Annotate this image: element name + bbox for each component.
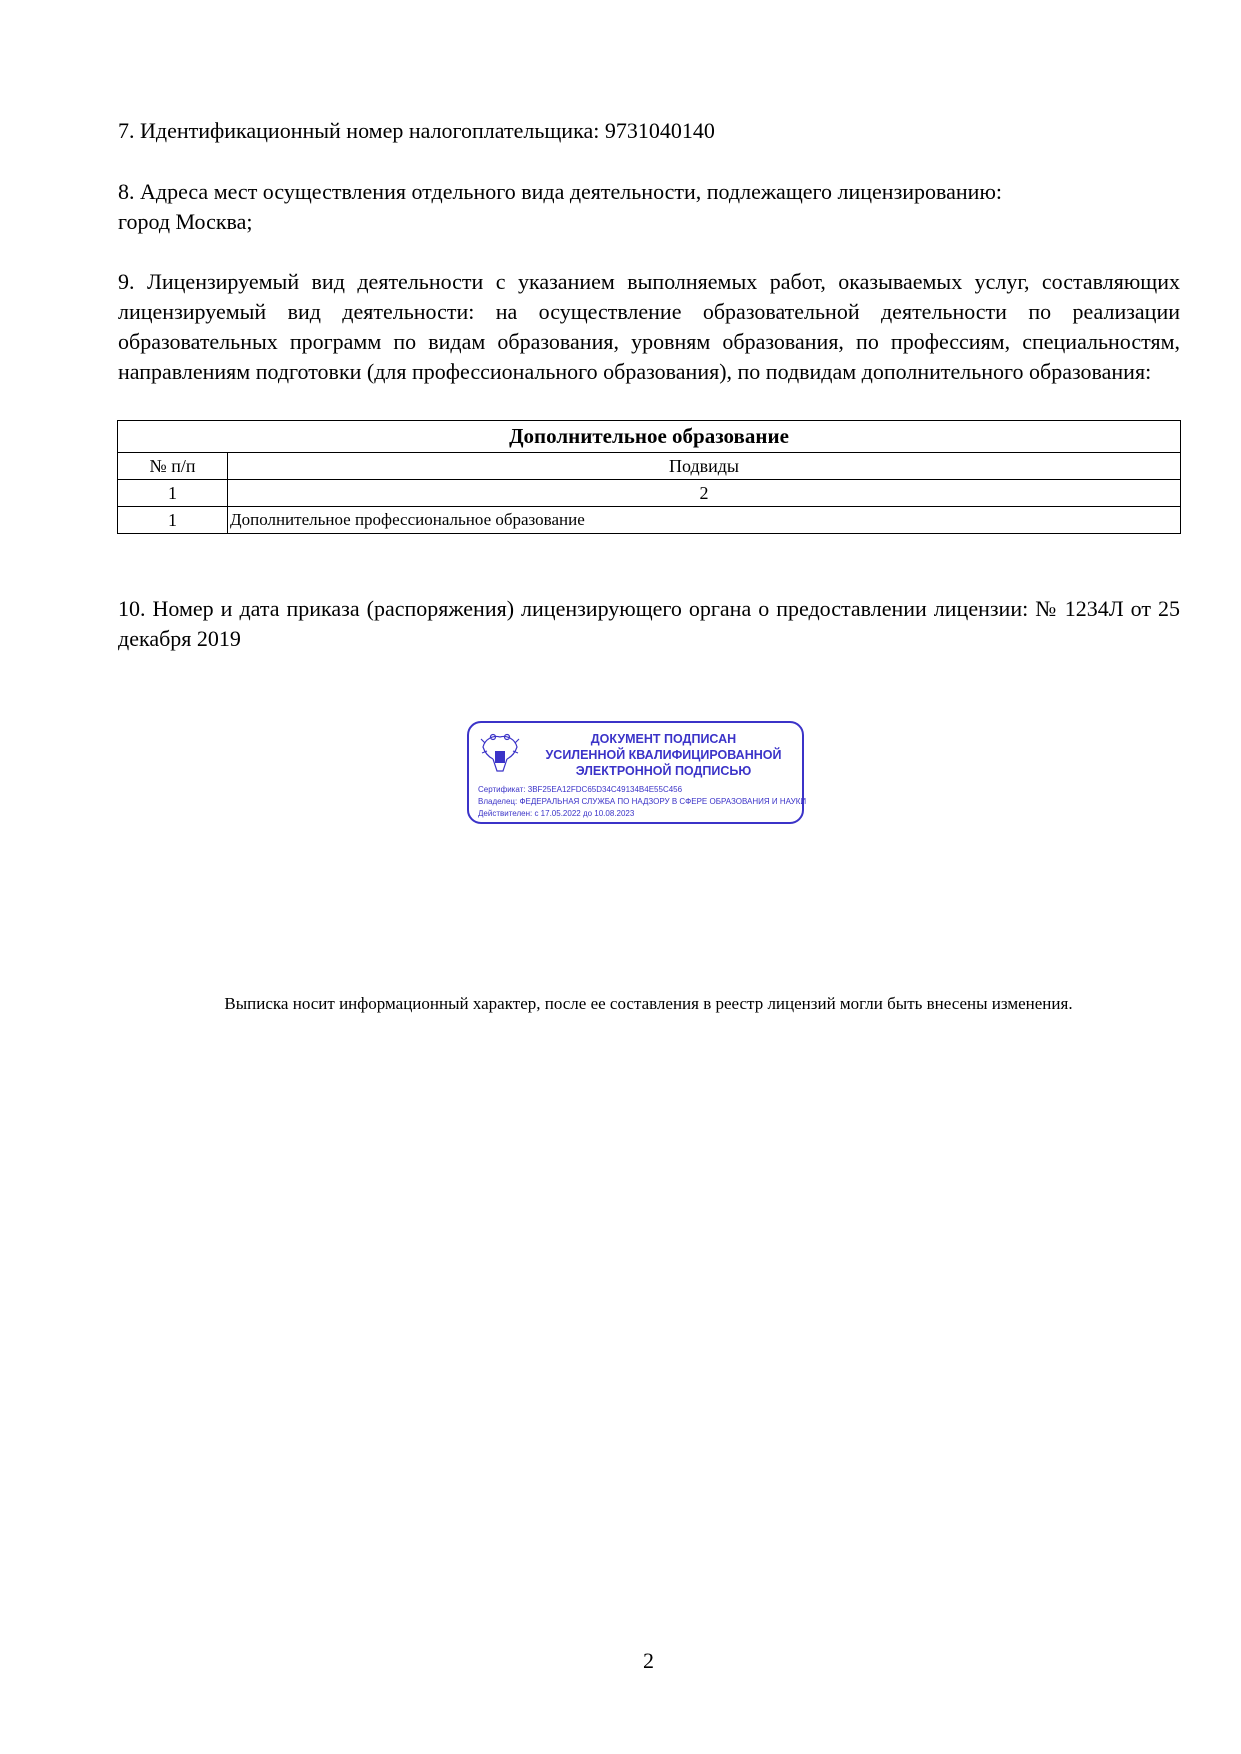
stamp-validity: Действителен: с 17.05.2022 до 10.08.2023 [478,809,635,818]
section-7-inn: 7. Идентификационный номер налогоплательщика: 9731040140 [118,118,715,143]
stamp-heading-line: ДОКУМЕНТ ПОДПИСАН [590,732,737,746]
section-8-city: город Москва; [118,209,253,234]
stamp-owner: Владелец: ФЕДЕРАЛЬНАЯ СЛУЖБА ПО НАДЗОРУ В СФЕРЕ ОБРАЗОВАНИЯ И НАУКИ [478,797,807,806]
header-number: № п/п [118,453,228,480]
section-10-order: 10. Номер и дата приказа (распоряжения) лицензирующего органа о предоставлении лицензии: № 1234Л от 25 декабря 2019 [118,596,1180,651]
page-number: 2 [643,1648,654,1673]
stamp-heading-line: УСИЛЕННОЙ КВАЛИФИЦИРОВАННОЙ [545,748,782,762]
education-table [117,420,1181,534]
coat-of-arms-icon [479,731,521,777]
e-signature-stamp [467,721,807,824]
section-8-addresses: 8. Адреса мест осуществления отдельного вида деятельности, подлежащего лицензированию: [118,179,1002,204]
stamp-certificate: Сертификат: 3BF25EA12FDC65D34C49134B4E55C456 [478,785,683,794]
stamp-heading [529,731,798,779]
section-9-activity: 9. Лицензируемый вид деятельности с указанием выполняемых работ, оказываемых услуг, составляющих лицензируемый вид деятельности: на осуществление образовательной деятельности по реализации образовательных программ по видам образования, уровням образования, по профессиям, специальностям, направлениям подготовки (для профессионального образования), по подвидам дополнительного образования: [118,269,1180,384]
row-subtype: Дополнительное профессиональное образование [228,507,1181,534]
footer-note: Выписка носит информационный характер, после ее составления в реестр лицензий могли быть внесены изменения. [224,994,1073,1013]
table-row [118,507,1181,534]
row-number: 1 [118,507,228,534]
column-number-1: 1 [118,480,228,507]
header-subtypes: Подвиды [228,453,1181,480]
column-number-2: 2 [228,480,1181,507]
table-title: Дополнительное образование [118,421,1181,453]
stamp-heading-line: ЭЛЕКТРОННОЙ ПОДПИСЬЮ [575,764,752,778]
